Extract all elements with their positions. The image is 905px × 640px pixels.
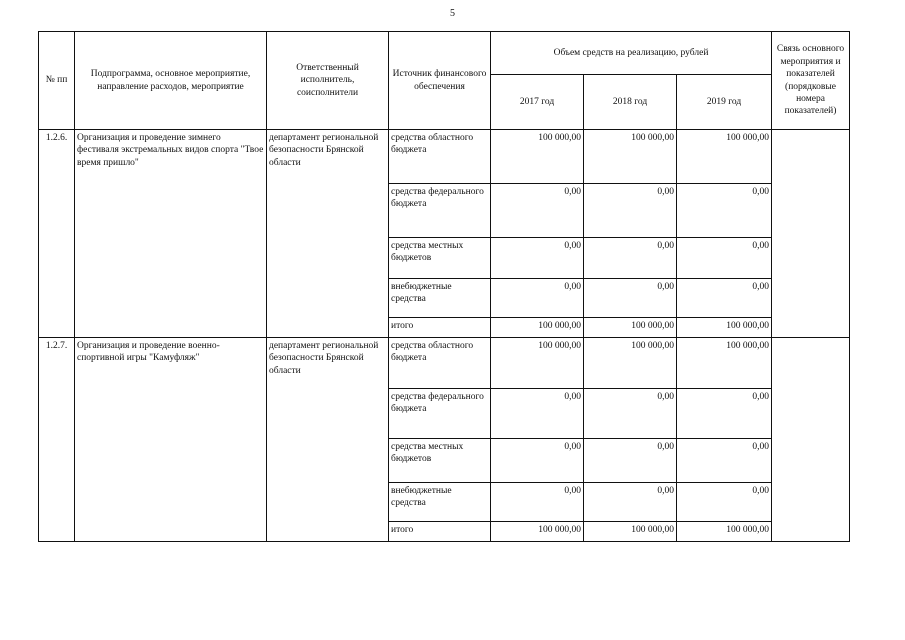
table-row — [39, 338, 850, 389]
value-2019: 0,00 — [677, 238, 772, 279]
value-2019: 0,00 — [677, 279, 772, 318]
total-2018: 100 000,00 — [584, 522, 677, 542]
source-label: средства федерального бюджета — [389, 389, 491, 439]
page-number: 5 — [450, 8, 455, 19]
value-2017: 0,00 — [491, 389, 584, 439]
value-2019: 100 000,00 — [677, 338, 772, 389]
source-label: средства местных бюджетов — [389, 439, 491, 483]
budget-table — [38, 31, 850, 542]
value-2018: 0,00 — [584, 238, 677, 279]
source-label: внебюджетные средства — [389, 279, 491, 318]
value-2019: 0,00 — [677, 439, 772, 483]
row-program: Организация и проведение зимнего фестиваля экстремальных видов спорта "Твое время пришло" — [75, 130, 267, 338]
header-year-2017: 2017 год — [491, 75, 584, 130]
header-volume: Объем средств на реализацию, рублей — [491, 32, 772, 75]
row-link — [772, 130, 850, 338]
value-2019: 0,00 — [677, 389, 772, 439]
total-2018: 100 000,00 — [584, 318, 677, 338]
row-num: 1.2.7. — [39, 338, 75, 542]
total-2019: 100 000,00 — [677, 318, 772, 338]
source-label: средства областного бюджета — [389, 130, 491, 184]
header-program: Подпрограмма, основное мероприятие, направление расходов, мероприятие — [75, 32, 267, 130]
value-2018: 0,00 — [584, 439, 677, 483]
value-2017: 0,00 — [491, 279, 584, 318]
value-2017: 100 000,00 — [491, 130, 584, 184]
row-responsible: департамент региональной безопасности Брянской области — [267, 338, 389, 542]
source-label-total: итого — [389, 318, 491, 338]
value-2018: 100 000,00 — [584, 338, 677, 389]
header-responsible: Ответственный исполнитель, соисполнители — [267, 32, 389, 130]
source-label: внебюджетные средства — [389, 483, 491, 522]
source-label: средства федерального бюджета — [389, 184, 491, 238]
total-2017: 100 000,00 — [491, 522, 584, 542]
value-2017: 0,00 — [491, 483, 584, 522]
row-program: Организация и проведение военно-спортивной игры "Камуфляж" — [75, 338, 267, 542]
value-2017: 0,00 — [491, 439, 584, 483]
value-2017: 100 000,00 — [491, 338, 584, 389]
value-2018: 0,00 — [584, 184, 677, 238]
header-link: Связь основного мероприятия и показателей (порядковые номера показателей) — [772, 32, 850, 130]
value-2018: 0,00 — [584, 279, 677, 318]
header-year-2018: 2018 год — [584, 75, 677, 130]
source-label-total: итого — [389, 522, 491, 542]
value-2018: 0,00 — [584, 389, 677, 439]
value-2019: 100 000,00 — [677, 130, 772, 184]
total-2019: 100 000,00 — [677, 522, 772, 542]
header-year-2019: 2019 год — [677, 75, 772, 130]
row-link — [772, 338, 850, 542]
header-source: Источник финансового обеспечения — [389, 32, 491, 130]
value-2018: 0,00 — [584, 483, 677, 522]
value-2017: 0,00 — [491, 238, 584, 279]
table-row — [39, 130, 850, 184]
source-label: средства областного бюджета — [389, 338, 491, 389]
source-label: средства местных бюджетов — [389, 238, 491, 279]
total-2017: 100 000,00 — [491, 318, 584, 338]
value-2019: 0,00 — [677, 483, 772, 522]
value-2019: 0,00 — [677, 184, 772, 238]
value-2017: 0,00 — [491, 184, 584, 238]
row-responsible: департамент региональной безопасности Брянской области — [267, 130, 389, 338]
row-num: 1.2.6. — [39, 130, 75, 338]
header-num: № пп — [39, 32, 75, 130]
value-2018: 100 000,00 — [584, 130, 677, 184]
